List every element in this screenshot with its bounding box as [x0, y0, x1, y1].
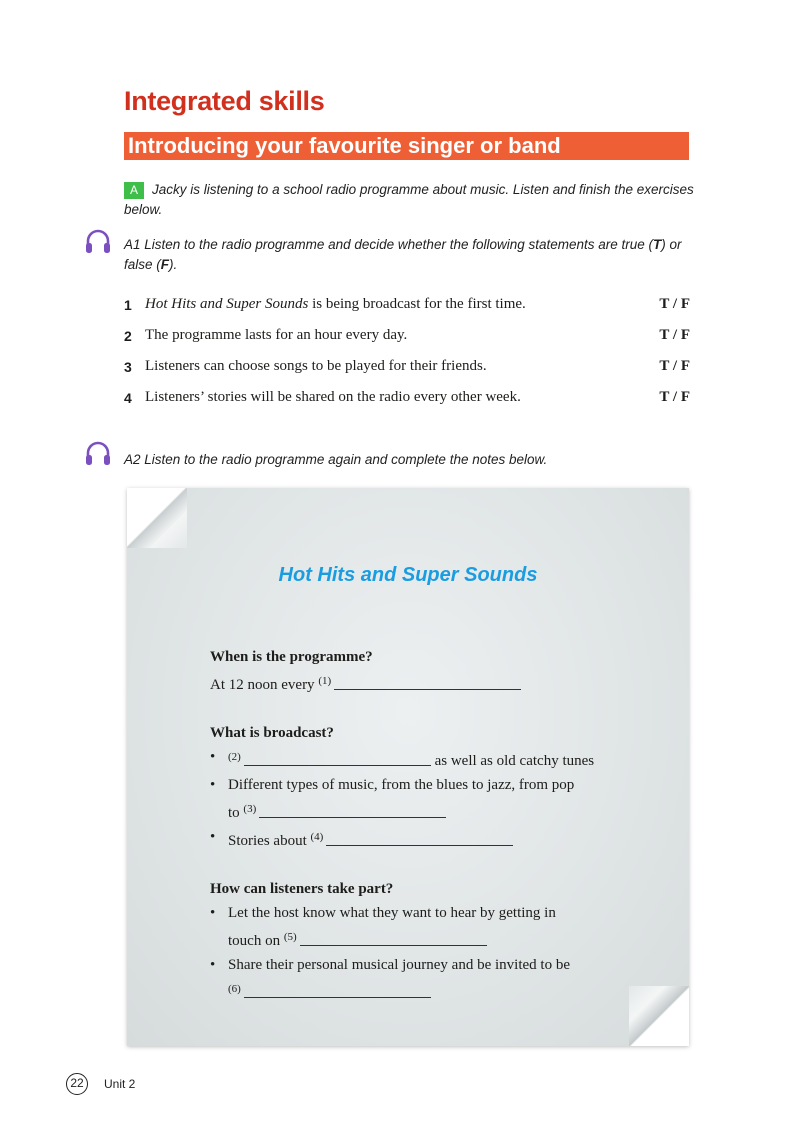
- notes-bullet: [210, 825, 630, 853]
- answer-blank-2[interactable]: [244, 752, 431, 766]
- true-false-choice[interactable]: T / F: [659, 327, 690, 343]
- paper-curl-top-left: [127, 488, 187, 548]
- notes-text: • Different types of music, from the blues to jazz, from pop: [228, 777, 575, 793]
- true-letter: T: [653, 237, 662, 252]
- answer-blank-3[interactable]: [259, 804, 446, 818]
- programme-name: Hot Hits and Super Sounds: [145, 296, 309, 312]
- notes-text: • Let the host know what they want to hear by getting in: [228, 905, 556, 921]
- notes-heading: What is broadcast?: [210, 725, 334, 741]
- statement-number: 1: [124, 296, 132, 313]
- notes-content: [210, 645, 630, 1005]
- notes-line: [210, 669, 630, 697]
- notes-text: to: [228, 805, 240, 821]
- statement-number: 4: [124, 389, 132, 406]
- statement-item: [124, 320, 690, 351]
- page-number: 22: [66, 1073, 88, 1095]
- blank-number: (2): [228, 751, 241, 763]
- notes-bullet: [210, 773, 630, 825]
- statement-list: [124, 289, 690, 413]
- notes-heading: When is the programme?: [210, 649, 373, 665]
- page-title: Integrated skills: [124, 86, 325, 116]
- headphones-icon[interactable]: [84, 440, 112, 468]
- answer-blank-4[interactable]: [326, 832, 513, 846]
- statement-text: Listeners can choose songs to be played for their friends.: [145, 358, 487, 374]
- notes-text: • Share their personal musical journey and be invited to be: [228, 957, 570, 973]
- statement-text: [145, 296, 526, 313]
- a2-instruction: A2 Listen to the radio programme again and complete the notes below.: [124, 452, 548, 467]
- section-a-intro-text: Jacky is listening to a school radio programme about music. Listen and finish the exercises below.: [124, 182, 694, 217]
- blank-number: (3): [243, 803, 257, 815]
- answer-blank-6[interactable]: [244, 984, 431, 998]
- statement-number: 3: [124, 358, 132, 375]
- section-a-intro: [124, 180, 694, 220]
- answer-blank-5[interactable]: [300, 932, 487, 946]
- page-footer: [66, 1073, 135, 1095]
- notes-text: At 12 noon every: [210, 677, 315, 693]
- unit-label: Unit 2: [104, 1077, 136, 1091]
- a1-instruction-part1: A1 Listen to the radio programme and decide whether the following statements are true (: [124, 237, 654, 252]
- notes-bullet: [210, 745, 630, 773]
- section-a-badge: A: [124, 182, 144, 199]
- blank-number: (6): [228, 983, 241, 995]
- true-false-choice[interactable]: T / F: [659, 358, 690, 374]
- true-false-choice[interactable]: T / F: [659, 389, 690, 405]
- notes-text: as well as old catchy tunes: [434, 753, 595, 769]
- statement-text: The programme lasts for an hour every day.: [145, 327, 408, 343]
- blank-number: (5): [283, 931, 297, 943]
- statement-item: [124, 351, 690, 382]
- headphones-icon[interactable]: [84, 228, 112, 256]
- notes-heading: How can listeners take part?: [210, 881, 394, 897]
- notes-text: Stories about: [228, 833, 307, 849]
- a1-instruction-part2: ) or false (: [124, 237, 682, 272]
- notes-title: Hot Hits and Super Sounds: [278, 564, 538, 586]
- blank-number: (1): [318, 675, 332, 687]
- notes-bullet: [210, 901, 630, 953]
- notes-bullet: [210, 953, 630, 1005]
- notes-text: touch on: [228, 933, 281, 949]
- section-banner: Introducing your favourite singer or band: [124, 132, 689, 160]
- false-letter: F: [160, 257, 170, 272]
- statement-item: [124, 382, 690, 413]
- a1-instruction-part3: ).: [169, 257, 178, 272]
- blank-number: (4): [310, 831, 324, 843]
- answer-blank-1[interactable]: [334, 676, 521, 690]
- statement-text-rest: is being broadcast for the first time.: [308, 296, 526, 312]
- true-false-choice[interactable]: T / F: [659, 296, 690, 312]
- a1-instruction: [124, 235, 694, 275]
- statement-number: 2: [124, 327, 132, 344]
- paper-curl-bottom-right: [629, 986, 689, 1046]
- statement-item: [124, 289, 690, 320]
- statement-text: Listeners’ stories will be shared on the radio every other week.: [145, 389, 521, 405]
